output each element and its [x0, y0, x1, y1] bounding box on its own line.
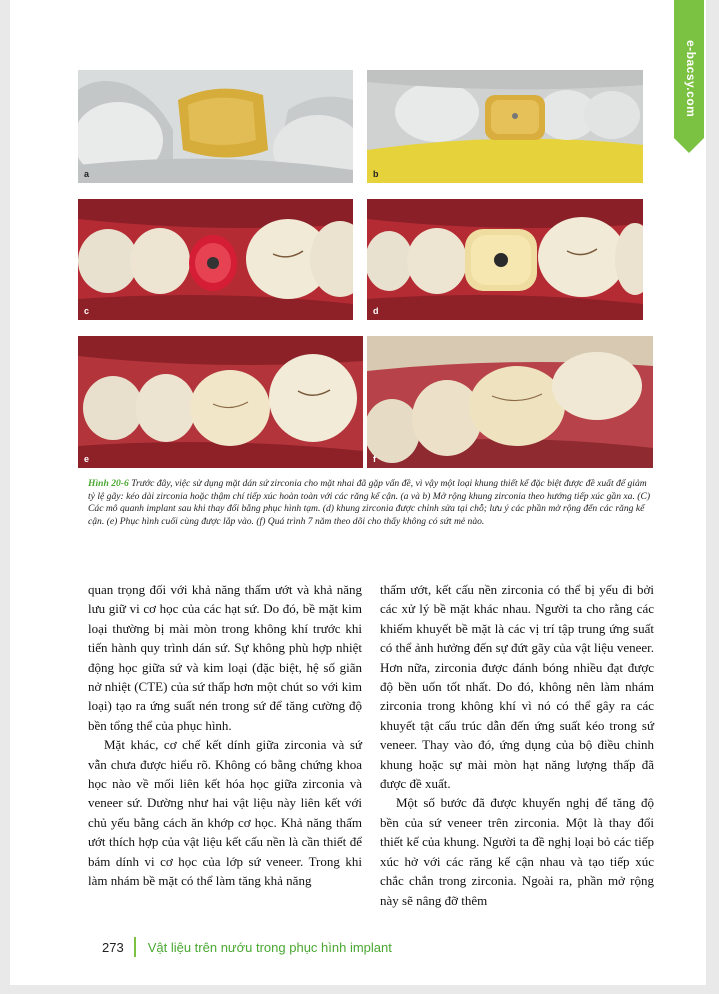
panel-label: d	[373, 306, 379, 316]
page-footer	[102, 936, 392, 958]
paragraph: quan trọng đối với khả năng thấm ướt và khả năng lưu giữ vi cơ học của các hạt sứ. Do đó, bề mặt kim loại thường bị mài mòn trong không khí trước khi tiến hành quy trình dán sứ. Sự không phù hợp nhiệt động học giữa sứ và kim loại (đặc biệt, hệ số giãn nở nhiệt (CTE) của sứ thấp hơn một chút so với kim loại) tạo ra ứng suất nén trong sứ để tăng cường độ bền tổng thể của phục hình.	[88, 582, 362, 733]
figure-caption	[88, 478, 654, 528]
chapter-title: Vật liệu trên nướu trong phục hình implant	[147, 939, 392, 955]
panel-label: b	[373, 169, 379, 179]
figure-panel-d	[367, 199, 643, 320]
figure-panel-c	[78, 199, 353, 320]
body-column-left	[88, 580, 362, 891]
figure-panel-a	[78, 70, 353, 183]
footer-divider	[134, 937, 136, 957]
figure-number: Hình 20-6	[88, 478, 129, 489]
side-tab-label: e-bacsy.com	[684, 40, 698, 118]
page-number: 273	[102, 939, 124, 955]
paragraph: Một số bước đã được khuyến nghị để tăng độ bền của sứ veneer trên zirconia. Một là thay đổi thiết kế của khung. Người ta đề nghị loại bỏ các tiếp xúc hở với các răng kế cận nhau và tạo tiếp xúc chắc chắn trong zirconia. Ngoài ra, phần mở rộng này sẽ nâng đỡ thêm	[380, 795, 654, 908]
panel-label: a	[84, 169, 90, 179]
panel-label: f	[373, 454, 376, 464]
panel-label: e	[84, 454, 90, 464]
caption-text: Trước đây, việc sử dụng mặt dán sứ zirconia cho mặt nhai đã gặp vấn đề, vì vậy một loại khung thiết kế đặc biệt được đề xuất để giảm tỷ lệ gãy: kéo dài zirconia hoặc thậm chí tiếp xúc hoàn toàn với các răng kế cận. (a và b) Mở rộng khung zirconia theo hướng tiếp xúc gần xa. (C) Các mô quanh implant sau khi thay đổi bằng phục hình tạm. (d) khung zirconia được chỉnh sửa tại chỗ; lưu ý các phần mở rộng đến các răng kế cận. (e) Phục hình cuối cùng được lắp vào. (f) Quá trình 7 năm theo dõi cho thấy không có sứt mẻ nào.	[88, 478, 651, 527]
book-page	[10, 0, 706, 985]
body-column-right	[380, 580, 654, 910]
paragraph: thấm ướt, kết cấu nền zirconia có thể bị yếu đi bởi các xử lý bề mặt khác nhau. Người ta cho rằng các khiếm khuyết bề mặt là các vị trí tập trung ứng suất có thể ảnh hưởng đến sự đứt gãy của vật liệu veneer. Hơn nữa, zirconia được đánh bóng nhiều đạt được độ bền uốn tốt nhất. Do đó, không nên làm nhám zirconia trong không khí vì nó có thể gây ra các khuyết tật cấu trúc dẫn đến ứng suất kéo trong sứ veneer. Thay vào đó, ứng dụng của bộ điều chỉnh khung hoặc sự mài mòn hạt năng lượng thấp đã được đề xuất.	[380, 582, 654, 792]
figure-panel-e	[78, 336, 363, 468]
panel-label: c	[84, 306, 90, 316]
figure-panel-f	[367, 336, 653, 468]
paragraph: Mặt khác, cơ chế kết dính giữa zirconia và sứ vẫn chưa được hiểu rõ. Không có bằng chứng khoa học nào về mối liên kết hóa học giữa zirconia và veneer sứ. Dường như hai vật liệu này liên kết với chủ yếu bằng cách ăn khớp cơ học. Khả năng thấm ướt thích hợp của vật liệu kết cấu nền là cần thiết để bám dính vi cơ học của lớp sứ veneer. Trong khi làm nhám bề mặt có thể làm tăng khả năng	[88, 737, 362, 889]
figure-panel-b	[367, 70, 643, 183]
